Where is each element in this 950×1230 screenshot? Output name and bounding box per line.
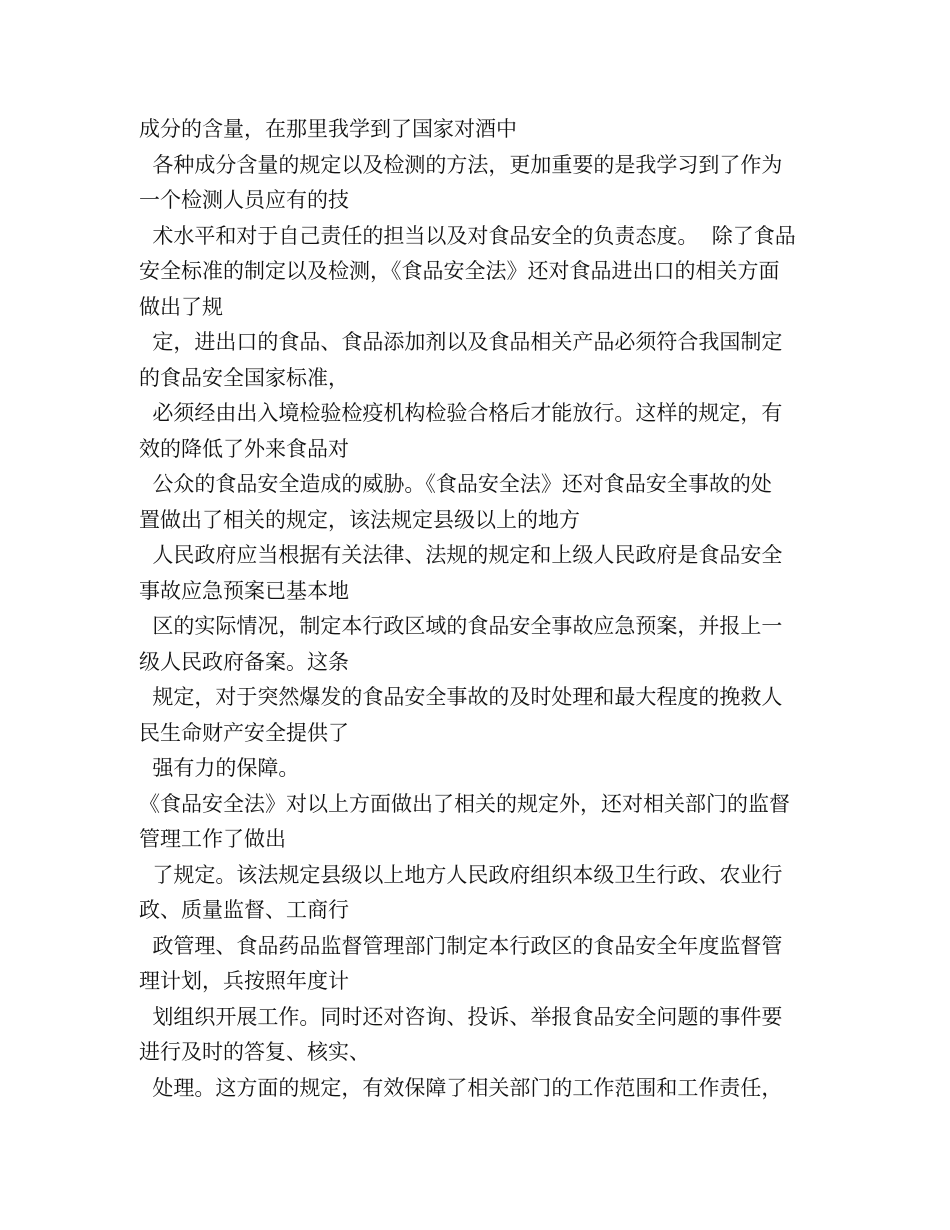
text-line: 《食品安全法》对以上方面做出了相关的规定外，还对相关部门的监督 [139, 791, 790, 816]
text-line: 处理。这方面的规定，有效保障了相关部门的工作范围和工作责任， [139, 1075, 783, 1100]
body-text [139, 112, 819, 1106]
text-line: 人民政府应当根据有关法律、法规的规定和上级人民政府是食品安全 [139, 543, 783, 567]
text-line: 的食品安全国家标准， [139, 365, 349, 390]
text-line: 一个检测人员应有的技 [139, 188, 349, 212]
text-line: 区的实际情况，制定本行政区域的食品安全事故应急预案，并报上一 [139, 614, 783, 638]
text-line: 做出了规 [139, 294, 223, 319]
text-line: 定，进出口的食品、食品添加剂以及食品相关产品必须符合我国制定 [139, 330, 783, 354]
text-line: 各种成分含量的规定以及检测的方法，更加重要的是我学习到了作为 [139, 152, 783, 177]
text-line: 术水平和对于自己责任的担当以及对食品安全的负责态度。 除了食品 [139, 223, 796, 248]
text-line: 进行及时的答复、核实、 [139, 1040, 370, 1064]
text-line: 管理工作了做出 [139, 827, 286, 851]
text-line: 强有力的保障。 [139, 756, 300, 780]
text-line: 划组织开展工作。同时还对咨询、投诉、举报食品安全问题的事件要 [139, 1004, 783, 1029]
text-line: 民生命财产安全提供了 [139, 720, 349, 745]
text-line: 规定，对于突然爆发的食品安全事故的及时处理和最大程度的挽救人 [139, 685, 783, 709]
text-line: 政管理、食品药品监督管理部门制定本行政区的食品安全年度监督管 [139, 933, 783, 958]
text-line: 级人民政府备案。这条 [139, 649, 349, 674]
text-line: 必须经由出入境检验检疫机构检验合格后才能放行。这样的规定，有 [139, 401, 783, 425]
text-line: 成分的含量，在那里我学到了国家对酒中 [139, 117, 517, 141]
text-line: 效的降低了外来食品对 [139, 436, 349, 461]
text-line: 公众的食品安全造成的威胁。《食品安全法》还对食品安全事故的处 [139, 472, 772, 496]
text-line: 置做出了相关的规定，该法规定县级以上的地方 [139, 507, 580, 532]
text-line: 安全标准的制定以及检测，《食品安全法》还对食品进出口的相关方面 [139, 259, 780, 283]
text-line: 事故应急预案已基本地 [139, 578, 349, 603]
text-line: 理计划，兵按照年度计 [139, 969, 349, 993]
text-line: 了规定。该法规定县级以上地方人民政府组织本级卫生行政、农业行 [139, 862, 783, 887]
text-line: 政、质量监督、工商行 [139, 898, 349, 922]
